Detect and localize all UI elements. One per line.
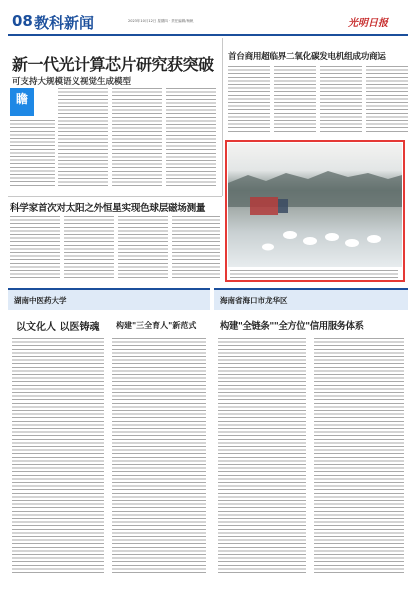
column-divider bbox=[222, 38, 223, 196]
article-1-body-col3 bbox=[112, 88, 162, 188]
banner-left-headline: 以文化人 以医铸魂 bbox=[16, 322, 100, 333]
banner-right-body-col1 bbox=[218, 338, 306, 574]
article-1 bbox=[8, 38, 218, 188]
photo-scene bbox=[228, 143, 402, 267]
article-3-body-col3 bbox=[118, 216, 168, 278]
swan bbox=[283, 231, 297, 239]
ad-banner-left bbox=[8, 288, 210, 580]
article-3 bbox=[8, 198, 222, 282]
article-1-body-col1 bbox=[10, 120, 55, 188]
banner-right-body-col2 bbox=[314, 338, 404, 574]
banner-right-header bbox=[214, 288, 408, 310]
photo-image bbox=[228, 143, 402, 267]
swan bbox=[367, 235, 381, 243]
article-1-body-col4 bbox=[166, 88, 216, 188]
banner-left-body-col2 bbox=[112, 338, 206, 574]
article-1-badge bbox=[10, 88, 34, 116]
banner-right-headline: 构建"全链条""全方位"信用服务体系 bbox=[220, 321, 364, 332]
page-header bbox=[8, 10, 408, 34]
article-2-body-col3 bbox=[320, 66, 362, 134]
article-2 bbox=[226, 38, 408, 138]
swan bbox=[303, 237, 317, 245]
article-1-title: 新一代光计算芯片研究获突破 bbox=[12, 55, 214, 74]
article-2-body-col4 bbox=[366, 66, 408, 134]
banner-left-header bbox=[8, 288, 210, 310]
article-2-body-col2 bbox=[274, 66, 316, 134]
section-title: 教科新闻 bbox=[34, 14, 95, 32]
article-3-body-col4 bbox=[172, 216, 220, 278]
header-rule bbox=[8, 34, 408, 36]
crowd-2 bbox=[278, 199, 288, 213]
section-divider bbox=[8, 196, 222, 197]
article-3-body-col1 bbox=[10, 216, 60, 278]
page-number: 08 bbox=[12, 12, 33, 30]
banner-left-org: 湖南中医药大学 bbox=[14, 296, 67, 305]
issue-meta: 2023年10月12日 星期四 · 责任编辑/杨帆 bbox=[128, 19, 194, 23]
article-3-title: 科学家首次对太阳之外恒星实现色球层磁场测量 bbox=[10, 203, 206, 214]
photo-frame[interactable] bbox=[225, 140, 405, 282]
crowd bbox=[250, 197, 278, 215]
newspaper-logo: 光明日报 bbox=[348, 18, 388, 29]
article-3-body-col2 bbox=[64, 216, 114, 278]
article-2-title: 首台商用超临界二氧化碳发电机组成功商运 bbox=[228, 52, 386, 62]
banner-right-org: 海南省海口市龙华区 bbox=[220, 296, 288, 305]
swan bbox=[262, 244, 274, 251]
photo-caption bbox=[230, 270, 398, 280]
banner-left-body-col1 bbox=[12, 338, 104, 574]
badge-label: 瞻 bbox=[15, 92, 28, 106]
banner-left-headline-2: 构建"三全育人"新范式 bbox=[116, 320, 197, 330]
article-1-body-col2 bbox=[58, 88, 108, 188]
ad-banner-right bbox=[214, 288, 408, 580]
swan bbox=[345, 239, 359, 247]
article-2-body-col1 bbox=[228, 66, 270, 134]
swan bbox=[325, 233, 339, 241]
article-1-subtitle: 可支持大规模语义视觉生成模型 bbox=[12, 77, 132, 87]
